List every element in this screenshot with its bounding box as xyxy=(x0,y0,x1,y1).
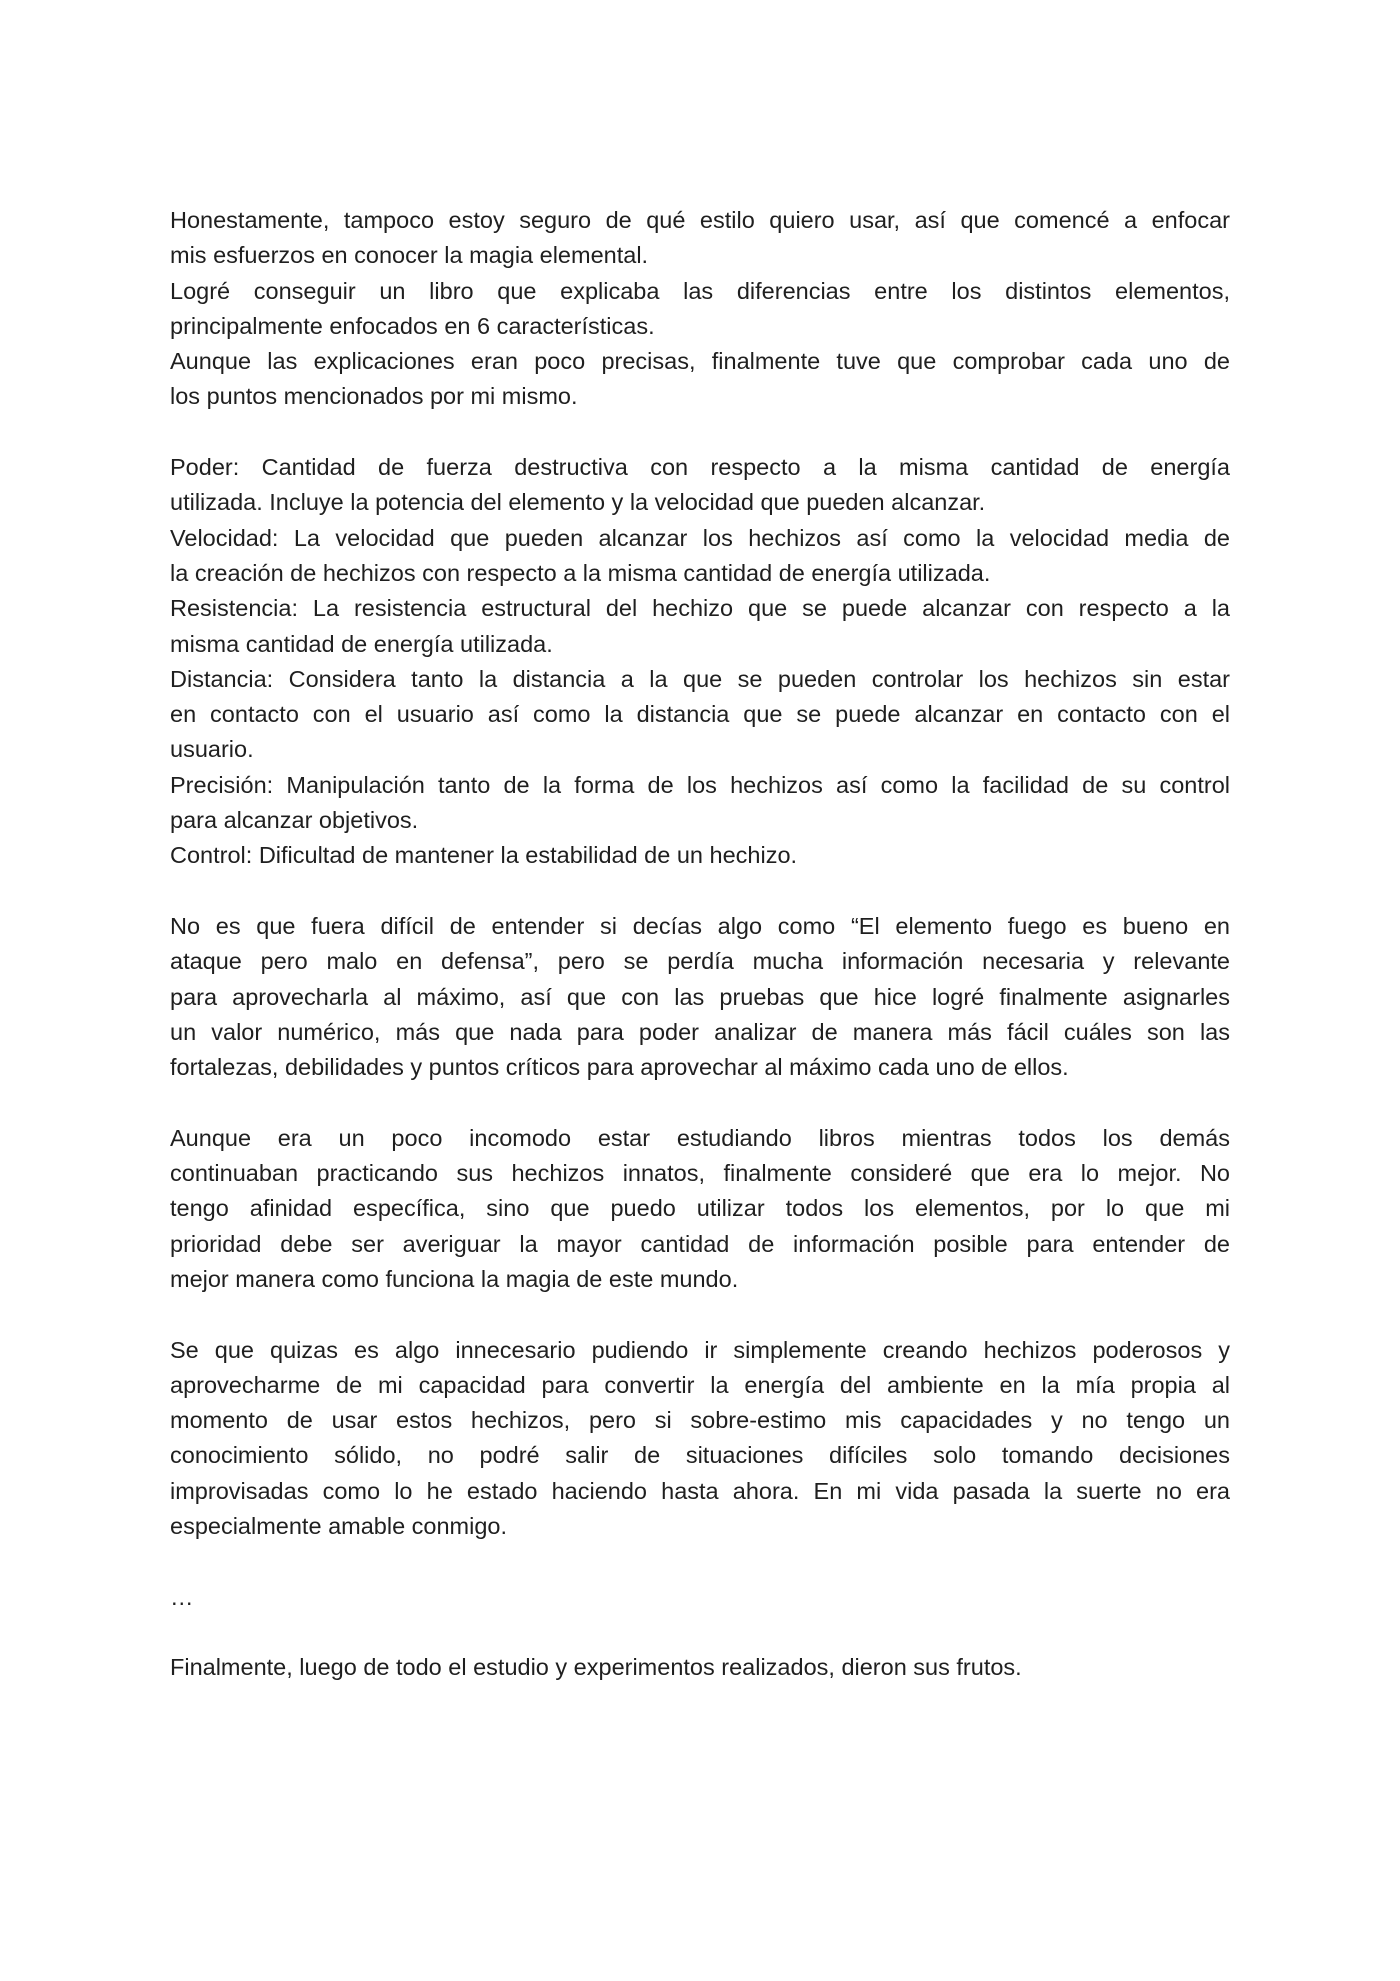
text-line: Logré conseguir un libro que explicaba las diferencias entre los distintos elementos, xyxy=(170,277,1230,304)
definition-control xyxy=(170,838,1230,873)
paragraph-spacer xyxy=(170,1297,1230,1332)
text-line: Poder: Cantidad de fuerza destructiva con respecto a la misma cantidad de energía xyxy=(170,454,1230,481)
text-line: los puntos mencionados por mi mismo. xyxy=(170,383,578,410)
text-line: Distancia: Considera tanto la distancia a la que se pueden controlar los hechizos sin estar xyxy=(170,665,1230,692)
text-line: ataque pero malo en defensa”, pero se perdía mucha información necesaria y relevante xyxy=(170,948,1230,975)
text-line: Se que quizas es algo innecesario pudiendo ir simplemente creando hechizos poderosos y xyxy=(170,1336,1230,1363)
text-line: misma cantidad de energía utilizada. xyxy=(170,630,553,657)
text-line: utilizada. Incluye la potencia del elemento y la velocidad que pueden alcanzar. xyxy=(170,489,986,516)
paragraph-conclusion xyxy=(170,1650,1230,1685)
definition-velocidad xyxy=(170,521,1230,592)
paragraph-spacer xyxy=(170,1615,1230,1650)
text-line: para alcanzar objetivos. xyxy=(170,807,419,834)
text-line: fortalezas, debilidades y puntos críticos para aprovechar al máximo cada uno de ellos. xyxy=(170,1054,1069,1081)
text-line: tengo afinidad específica, sino que puedo utilizar todos los elementos, por lo que mi xyxy=(170,1195,1230,1222)
text-line: Finalmente, luego de todo el estudio y experimentos realizados, dieron sus frutos. xyxy=(170,1654,1022,1681)
text-line: un valor numérico, más que nada para poder analizar de manera más fácil cuáles son las xyxy=(170,1018,1230,1045)
paragraph-spacer xyxy=(170,1085,1230,1120)
text-line: usuario. xyxy=(170,736,254,763)
text-line: momento de usar estos hechizos, pero si sobre-estimo mis capacidades y no tengo un xyxy=(170,1407,1230,1434)
text-line: principalmente enfocados en 6 características. xyxy=(170,312,655,339)
paragraph-book xyxy=(170,274,1230,345)
paragraph-studying xyxy=(170,1121,1230,1297)
text-line: en contacto con el usuario así como la distancia que se puede alcanzar en contacto con el xyxy=(170,701,1230,728)
text-line: aprovecharme de mi capacidad para convertir la energía del ambiente en la mía propia al xyxy=(170,1371,1230,1398)
text-line: la creación de hechizos con respecto a la misma cantidad de energía utilizada. xyxy=(170,559,991,586)
text-line: mejor manera como funciona la magia de este mundo. xyxy=(170,1265,739,1292)
paragraph-spacer xyxy=(170,1544,1230,1579)
text-line: Aunque era un poco incomodo estar estudiando libros mientras todos los demás xyxy=(170,1124,1230,1151)
text-line: prioridad debe ser averiguar la mayor cantidad de información posible para entender de xyxy=(170,1230,1230,1257)
paragraph-style-intro xyxy=(170,203,1230,274)
paragraph-numeric-values xyxy=(170,909,1230,1085)
text-line: Velocidad: La velocidad que pueden alcanzar los hechizos así como la velocidad media de xyxy=(170,524,1230,551)
definition-distancia xyxy=(170,662,1230,768)
definition-resistencia xyxy=(170,591,1230,662)
definition-precision xyxy=(170,768,1230,839)
paragraph-reasoning xyxy=(170,1333,1230,1545)
text-line: Control: Dificultad de mantener la estabilidad de un hechizo. xyxy=(170,842,798,869)
text-line: Aunque las explicaciones eran poco precisas, finalmente tuve que comprobar cada uno de xyxy=(170,348,1230,375)
text-line: … xyxy=(170,1583,194,1610)
text-line: Honestamente, tampoco estoy seguro de qué estilo quiero usar, así que comencé a enfocar xyxy=(170,207,1230,233)
text-line: Precisión: Manipulación tanto de la forma de los hechizos así como la facilidad de su control xyxy=(170,771,1230,798)
text-line: No es que fuera difícil de entender si decías algo como “El elemento fuego es bueno en xyxy=(170,912,1230,939)
scene-break-ellipsis xyxy=(170,1580,1230,1615)
text-line: continuaban practicando sus hechizos innatos, finalmente consideré que era lo mejor. No xyxy=(170,1160,1230,1187)
text-line: Resistencia: La resistencia estructural del hechizo que se puede alcanzar con respecto a la xyxy=(170,595,1230,622)
paragraph-spacer xyxy=(170,415,1230,450)
paragraph-explanations xyxy=(170,344,1230,415)
paragraph-spacer xyxy=(170,874,1230,909)
document-page xyxy=(170,203,1230,1685)
text-line: mis esfuerzos en conocer la magia elemental. xyxy=(170,242,649,269)
text-line: conocimiento sólido, no podré salir de situaciones difíciles solo tomando decisiones xyxy=(170,1442,1230,1469)
definition-poder xyxy=(170,450,1230,521)
text-line: para aprovecharla al máximo, así que con las pruebas que hice logré finalmente asignarles xyxy=(170,983,1230,1010)
text-line: improvisadas como lo he estado haciendo hasta ahora. En mi vida pasada la suerte no era xyxy=(170,1477,1230,1504)
text-line: especialmente amable conmigo. xyxy=(170,1512,508,1539)
